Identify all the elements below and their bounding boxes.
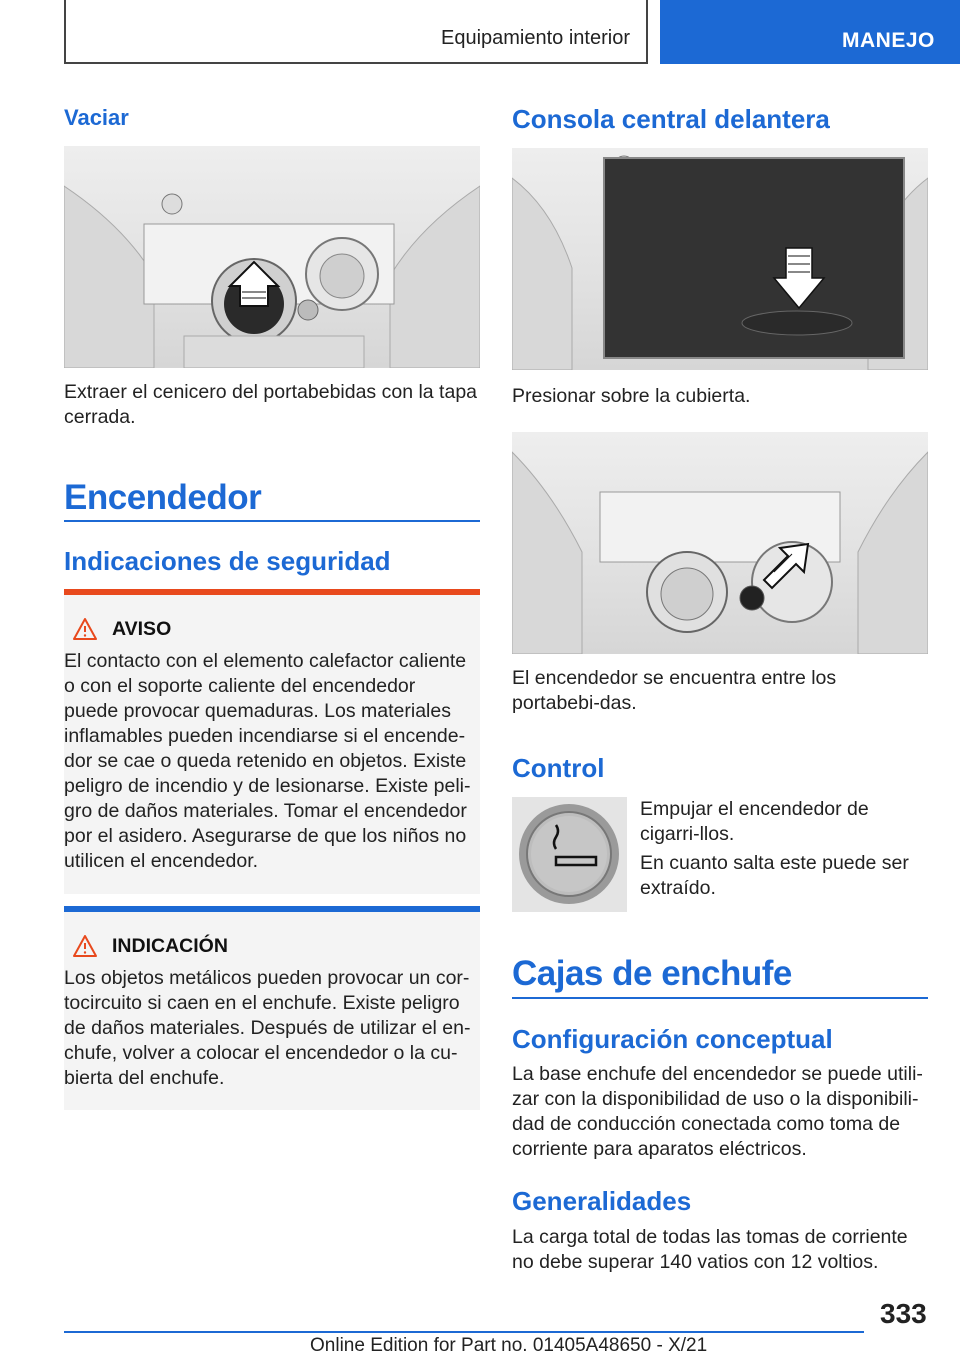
aviso-text-wrap	[64, 649, 474, 874]
indicacion-bar	[64, 906, 480, 912]
control-text	[640, 797, 930, 901]
encendedor-heading: Encendedor	[64, 478, 262, 517]
consola-caption2-text: El encendedor se encuentra entre los portabebi‐das.	[512, 667, 837, 714]
encendedor-rule	[64, 520, 480, 522]
vaciar-caption	[64, 380, 480, 430]
cajas-heading: Cajas de enchufe	[512, 954, 792, 993]
consola-caption1	[512, 384, 928, 409]
vaciar-heading: Vaciar	[64, 105, 129, 130]
cajas-rule	[512, 997, 928, 999]
indicacion-text: Los objetos metálicos pueden provocar un cor‐tocircuito si caen en el enchufe. Existe peligro de daños materiales. Después de utilizar el en‐chufe, volver a colocar el encendedor o la cu‐bierta del enchufe.	[64, 967, 471, 1089]
lighter-location-illustration	[512, 432, 928, 654]
generalidades-text: La carga total de todas las tomas de corriente no debe superar 140 vatios con 12 voltios.	[512, 1226, 908, 1273]
consola-caption2	[512, 666, 928, 716]
indicacion-box	[64, 906, 480, 1110]
page-number: 333	[880, 1298, 927, 1329]
config-text-wrap	[512, 1062, 930, 1162]
console-cover-illustration	[512, 148, 928, 370]
consola-caption1-text: Presionar sobre la cubierta.	[512, 385, 751, 407]
control-heading: Control	[512, 753, 605, 783]
aviso-bar	[64, 589, 480, 595]
config-text: La base enchufe del encendedor se puede utili‐zar con la disponibilidad de uso o la disponibili‐dad de conducción conectada como toma de corriente para aparatos eléctricos.	[512, 1063, 923, 1160]
generalidades-text-wrap	[512, 1225, 930, 1275]
indicacion-title: INDICACIÓN	[112, 935, 228, 957]
footer-edition: Online Edition for Part no. 01405A48650 - X/21	[310, 1335, 708, 1356]
warning-triangle-icon	[72, 617, 98, 646]
lighter-button-illustration	[512, 797, 627, 912]
consola-heading: Consola central delantera	[512, 104, 830, 134]
generalidades-heading: Generalidades	[512, 1186, 692, 1216]
warning-triangle-icon	[72, 934, 98, 963]
aviso-text: El contacto con el elemento calefactor caliente o con el soporte caliente del encendedor puede provocar quemaduras. Los materiales inflamables pueden incendiarse si el encende‐dor se cae o queda retenido en objetos. Existe peligro de incendio y de lesionarse. Existe peli‐gro de daños materiales. Tomar el encendedor por el asidero. Asegurarse de que los niños no utilicen el encendedor.	[64, 650, 471, 872]
control-text1: Empujar el encendedor de cigarri‐llos.	[640, 798, 869, 845]
aviso-box	[64, 589, 480, 894]
indicacion-text-wrap	[64, 966, 476, 1091]
footer-rule	[64, 1331, 864, 1333]
header-chapter-label: MANEJO	[842, 29, 935, 52]
control-text2: En cuanto salta este puede ser extraído.	[640, 852, 909, 899]
header-section-title: Equipamiento interior	[441, 27, 630, 49]
aviso-title: AVISO	[112, 618, 172, 640]
ashtray-illustration	[64, 146, 480, 368]
config-heading: Configuración conceptual	[512, 1024, 833, 1054]
header-section-box	[64, 0, 648, 64]
seguridad-heading: Indicaciones de seguridad	[64, 546, 391, 576]
header-chapter-tab	[660, 0, 960, 64]
vaciar-caption-text: Extraer el cenicero del portabebidas con la tapa cerrada.	[64, 381, 478, 428]
